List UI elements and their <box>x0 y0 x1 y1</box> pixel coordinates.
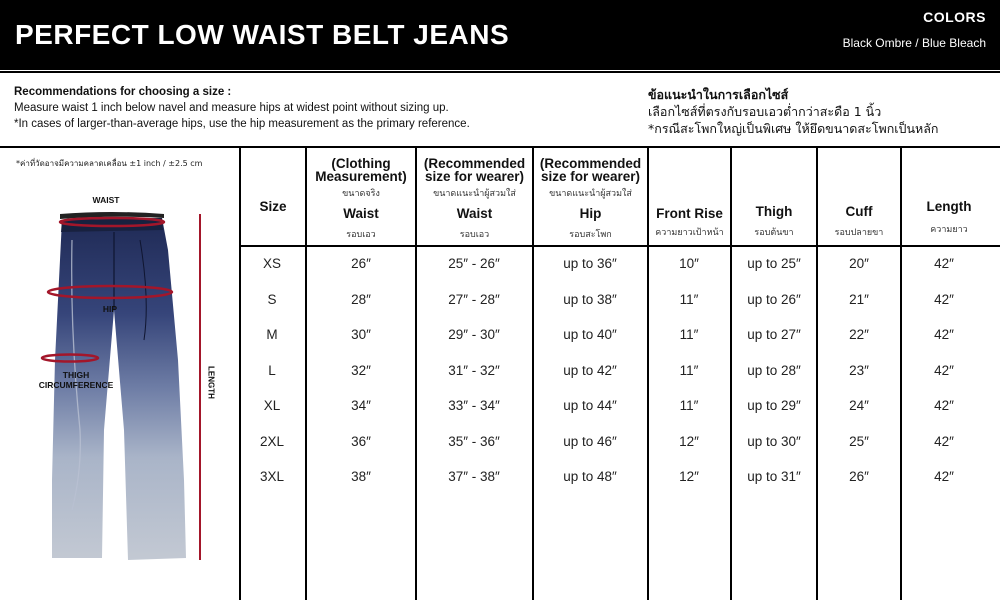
header-sub-top: ขนาดแนะนำผู้สวมใส่ <box>549 189 632 199</box>
size-cell: M <box>266 327 278 342</box>
header-cell-cuff <box>818 148 900 245</box>
header-cell-front-rise <box>649 148 730 245</box>
size-chart-table <box>239 148 1000 600</box>
table-cell: up to 30″ <box>747 433 801 449</box>
header-top-line-2: size for wearer) <box>540 169 641 184</box>
table-cell: 32″ <box>351 362 371 378</box>
header-cell-recommended-hip <box>534 148 647 245</box>
table-cell: up to 25″ <box>747 256 801 271</box>
size-cell: XS <box>262 256 281 271</box>
table-cell: 25″ - 26″ <box>448 256 500 271</box>
header-sub-top: ขนาดแนะนำผู้สวมใส่ <box>433 189 516 199</box>
table-cell: 26″ <box>849 469 869 484</box>
size-cell: XL <box>263 398 281 413</box>
header-bar <box>0 0 1000 70</box>
colors-label: COLORS <box>923 9 986 25</box>
recommendations-th-line-2: *กรณีสะโพกใหญ่เป็นพิเศษ ให้ยึดขนาดสะโพกเป็นหลัก <box>648 121 939 136</box>
header-main: Length <box>926 199 972 214</box>
table-cell: 24″ <box>849 398 869 413</box>
table-cell: 29″ - 30″ <box>448 327 500 342</box>
table-cell: up to 31″ <box>747 469 801 484</box>
colors-value: Black Ombre / Blue Bleach <box>842 36 986 50</box>
table-cell: 28″ <box>351 291 371 307</box>
header-main: Thigh <box>755 204 793 219</box>
table-cell: 11″ <box>679 398 699 413</box>
table-cell: 11″ <box>679 327 699 342</box>
recommendations-line-2: *In cases of larger-than-average hips, use the hip measurement as the primary reference. <box>14 118 470 130</box>
table-cell: up to 38″ <box>563 291 617 307</box>
header-cell-thigh <box>732 148 816 245</box>
table-cell: up to 44″ <box>563 398 617 413</box>
header-cell-recommended-waist <box>417 148 532 245</box>
header-top-line-1: (Clothing <box>331 156 391 171</box>
recommendations-title: Recommendations for choosing a size : <box>14 86 232 98</box>
table-cell: 30″ <box>351 327 371 342</box>
header-top-line-1: (Recommended <box>539 156 642 171</box>
table-cell: up to 40″ <box>563 327 617 342</box>
table-cell: up to 27″ <box>747 327 801 342</box>
jeans-illustration-panel <box>0 180 238 580</box>
size-cell: L <box>268 362 276 378</box>
header-sub: รอบเอว <box>459 230 490 240</box>
table-cell: 22″ <box>849 327 869 342</box>
header-main: Waist <box>456 206 493 221</box>
waist-label: WAIST <box>92 195 120 205</box>
thigh-label <box>30 370 122 390</box>
size-cell: S <box>267 291 277 307</box>
table-cell: 35″ - 36″ <box>448 433 500 449</box>
table-cell: 12″ <box>679 469 699 484</box>
length-label: LENGTH <box>206 366 216 399</box>
table-cell: 10″ <box>679 256 699 271</box>
table-cell: 33″ - 34″ <box>448 398 500 413</box>
table-cell: 42″ <box>934 291 954 307</box>
table-cell: 34″ <box>351 398 371 413</box>
thigh-label-line-1: THIGH <box>62 370 90 380</box>
table-cell: 25″ <box>849 433 869 449</box>
table-cell: 26″ <box>351 256 371 271</box>
table-cell: up to 28″ <box>747 362 801 378</box>
header-rule <box>0 71 1000 73</box>
recommendations-line-1: Measure waist 1 inch below navel and measure hips at widest point without sizing up. <box>14 102 449 114</box>
table-cell: 20″ <box>849 256 869 271</box>
header-sub: รอบต้นขา <box>754 228 794 238</box>
header-main: Waist <box>343 206 379 221</box>
header-top-line-1: (Recommended <box>423 156 526 171</box>
table-cell: up to 42″ <box>563 362 617 378</box>
table-cell: 42″ <box>934 256 954 271</box>
table-cell: 42″ <box>934 469 954 484</box>
header-sub: รอบเอว <box>346 230 376 240</box>
table-cell: 11″ <box>679 291 699 307</box>
header-cell-size <box>241 148 305 245</box>
recommendations-th-line-1: เลือกไซส์ที่ตรงกับรอบเอวต่ำกว่าสะดือ 1 นิ้ว <box>648 104 882 119</box>
header-row-rule <box>239 245 1000 247</box>
hip-label: HIP <box>102 304 118 314</box>
header-top-line-2: size for wearer) <box>424 169 525 184</box>
table-cell: 42″ <box>934 398 954 413</box>
table-cell: 12″ <box>679 433 699 449</box>
size-cell: 2XL <box>259 433 285 449</box>
table-cell: 38″ <box>351 469 371 484</box>
header-sub: ความยาวเป้าหน้า <box>655 228 724 238</box>
recommendations-en <box>14 84 470 132</box>
table-cell: 42″ <box>934 327 954 342</box>
thigh-label-line-2: CIRCUMFERENCE <box>38 380 114 390</box>
table-cell: up to 46″ <box>563 433 617 449</box>
recommendations-th <box>648 86 939 137</box>
table-cell: 42″ <box>934 433 954 449</box>
header-sub: รอบปลายขา <box>834 228 884 238</box>
header-top-line-2: Measurement) <box>315 169 407 184</box>
table-cell: 31″ - 32″ <box>448 362 500 378</box>
header-cell-length <box>902 148 1000 245</box>
size-cell: 3XL <box>259 469 285 484</box>
header-sub-top: ขนาดจริง <box>342 189 380 199</box>
table-cell: 42″ <box>934 362 954 378</box>
table-cell: 21″ <box>849 291 869 307</box>
measurement-tolerance-note: *ค่าที่วัดอาจมีความคลาดเคลื่อน ±1 inch / ±2.5 cm <box>16 159 203 168</box>
header-main: Cuff <box>845 204 873 219</box>
table-cell: up to 36″ <box>563 256 617 271</box>
table-cell: up to 29″ <box>747 398 801 413</box>
header-sub: รอบสะโพก <box>569 230 612 240</box>
header-main: Hip <box>579 206 602 221</box>
table-cell: up to 48″ <box>563 469 617 484</box>
header-size-label: Size <box>259 199 287 214</box>
table-cell: 37″ - 38″ <box>448 469 500 484</box>
table-cell: 11″ <box>679 362 699 378</box>
header-main: Front Rise <box>656 206 723 221</box>
table-cell: up to 26″ <box>747 291 801 307</box>
page-title: PERFECT LOW WAIST BELT JEANS <box>15 19 510 50</box>
table-cell: 27″ - 28″ <box>448 291 500 307</box>
table-cell: 36″ <box>351 433 371 449</box>
header-cell-clothing-waist <box>307 148 415 245</box>
table-cell: 23″ <box>849 362 869 378</box>
recommendations-th-title: ข้อแนะนำในการเลือกไซส์ <box>648 87 789 102</box>
header-sub: ความยาว <box>930 225 968 235</box>
